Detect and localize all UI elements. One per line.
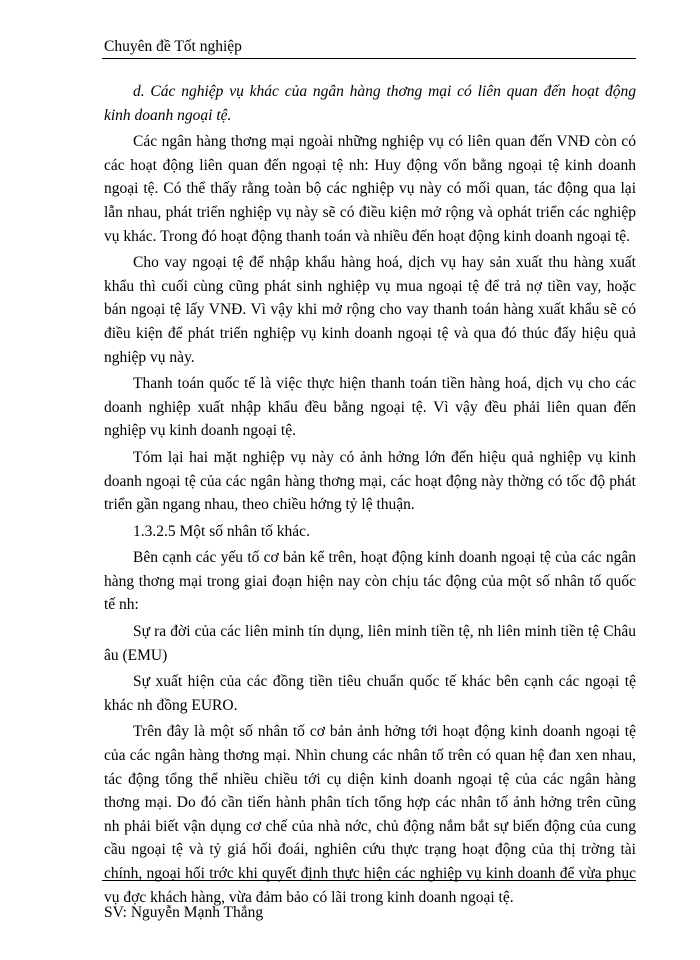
document-body: [104, 80, 636, 912]
paragraph: Tóm lại hai mặt nghiệp vụ này có ảnh hởng lớn đến hiệu quả nghiệp vụ kinh doanh ngoại tệ của các ngân hàng thơng mại, các hoạt động này thờng có tốc độ phát triển gần ngang nhau, theo chiều hớng tỷ lệ thuận.: [104, 448, 636, 514]
header-divider: [102, 58, 636, 59]
paragraph: Thanh toán quốc tế là việc thực hiện thanh toán tiền hàng hoá, dịch vụ cho các doanh nghiệp xuất nhập khẩu đều bằng ngoại tệ. Vì vậy đều phải liên quan đến nghiệp vụ kinh doanh ngoại tệ.: [104, 375, 636, 440]
paragraph: Sự ra đời của các liên minh tín dụng, liên minh tiền tệ, nh liên minh tiền tệ Châu âu (EMU): [104, 623, 636, 664]
subsection-heading: d. Các nghiệp vụ khác của ngân hàng thơng mại có liên quan đến hoạt động kinh doanh ngoại tệ.: [104, 83, 636, 124]
section-heading: 1.3.2.5 Một số nhân tố khác.: [133, 522, 310, 540]
paragraph: Trên đây là một số nhân tố cơ bản ảnh hởng tới hoạt động kinh doanh ngoại tệ của các ngân hàng thơng mại. Nhìn chung các nhân tố trên có quan hệ đan xen nhau, tác động tổng thể nhiều chiều tới cụ diện kinh doanh ngoại tệ của các ngân hàng thơng mại. Do đó cần tiến hành phân tích tổng hợp các nhân tố ảnh hởng trên cũng nh phải biết vận dụng cơ chế của nhà nớc, chủ động nắm bắt sự biến động của cung cầu ngoại tệ và tỷ giá hối đoái, nghiên cứu thực trạng hoạt động của thị trờng tài chính, ngoại hối trớc khi quyết định thực hiện các nghiệp vụ kinh doanh để vừa phục vụ đợc khách hàng, vừa đảm bảo có lãi trong kinh doanh ngoại tệ.: [104, 723, 636, 906]
footer-divider: [102, 880, 636, 881]
paragraph: Bên cạnh các yếu tố cơ bản kể trên, hoạt động kinh doanh ngoại tệ của các ngân hàng thơng mại trong giai đoạn hiện nay còn chịu tác động của một số nhân tố quốc tế nh:: [104, 549, 636, 614]
paragraph: Các ngân hàng thơng mại ngoài những nghiệp vụ có liên quan đến VNĐ còn có các hoạt động liên quan đến ngoại tệ nh: Huy động vốn bằng ngoại tệ kinh doanh ngoại tệ. Có thể thấy rằng toàn bộ các nghiệp vụ này có mối quan, tác động qua lại lẫn nhau, phát triển nghiệp vụ này sẽ có điều kiện mở rộng và ophát triển các nghiệp vụ khác. Trong đó hoạt động thanh toán và nhiều đến hoạt động kinh doanh ngoại tệ.: [104, 133, 636, 245]
paragraph: Cho vay ngoại tệ để nhập khẩu hàng hoá, dịch vụ hay sản xuất thu hàng xuất khẩu thì cuối cùng cũng phát sinh nghiệp vụ mua ngoại tệ để trả nợ tiền vay, hoặc bán ngoại tệ lấy VNĐ. Vì vậy khi mở rộng cho vay thanh toán hàng xuất khẩu sẽ có điều kiện để phát triển nghiệp vụ kinh doanh ngoại tệ và qua đó thúc đẩy hiệu quả nghiệp vụ này.: [104, 254, 636, 366]
page-header-title: Chuyên đề Tốt nghiệp: [104, 38, 242, 55]
paragraph: Sự xuất hiện của các đồng tiền tiêu chuẩn quốc tế khác bên cạnh các ngoại tệ khác nh đồng EURO.: [104, 673, 636, 714]
page-footer-author: SV: Nguyễn Mạnh Thắng: [104, 904, 264, 921]
